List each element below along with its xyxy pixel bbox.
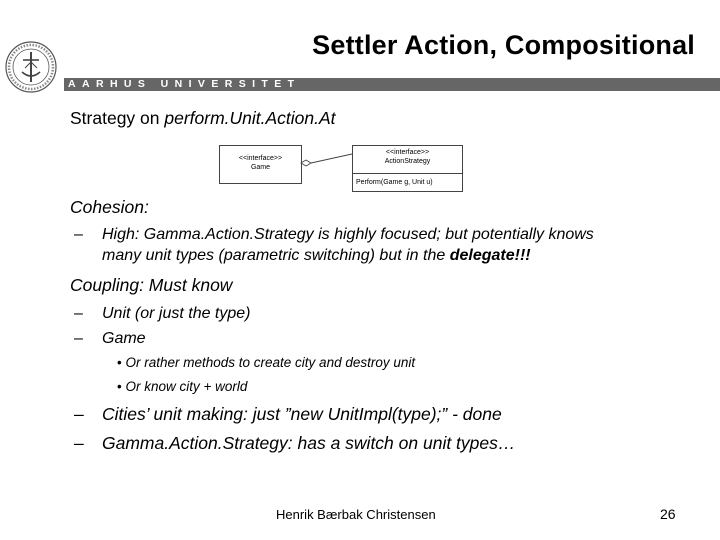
- cohesion-bullet-line-2: many unit types (parametric switching) but in the delegate!!!: [102, 247, 531, 264]
- strategy-line: [70, 108, 336, 129]
- cohesion-heading: Cohesion:: [70, 197, 149, 217]
- uml-game-stereotype: <<interface>>: [238, 155, 283, 162]
- coupling-subitem: • Or know city + world: [117, 379, 248, 394]
- coupling-subitem: • Or rather methods to create city and destroy unit: [117, 355, 416, 370]
- aarhus-university-seal-icon: [4, 40, 58, 94]
- closing-item: – Gamma.Action.Strategy: has a switch on unit types…: [74, 433, 516, 453]
- coupling-heading: Coupling: Must know: [70, 275, 233, 295]
- uml-association-line: [300, 150, 353, 170]
- uml-strategy-method: Perform(Game g, Unit u): [356, 179, 433, 186]
- strategy-line-prefix: Strategy on: [70, 108, 165, 128]
- footer-author: Henrik Bærbak Christensen: [276, 507, 436, 522]
- uml-strategy-stereotype: <<interface>>: [385, 149, 430, 156]
- university-name: AARHUS UNIVERSITET: [68, 78, 301, 90]
- uml-actionstrategy-interface: [352, 145, 463, 192]
- uml-strategy-name: ActionStrategy: [384, 158, 431, 165]
- cohesion-bullet-line-1: – High: Gamma.Action.Strategy is highly focused; but potentially knows: [74, 226, 594, 243]
- slide-title: Settler Action, Compositional: [312, 30, 695, 60]
- delegate-emphasis: delegate!!!: [449, 247, 531, 264]
- strategy-method-name: perform.Unit.Action.At: [164, 108, 336, 128]
- coupling-item: – Unit (or just the type): [74, 305, 251, 322]
- page-number: 26: [660, 506, 676, 522]
- uml-game-name: Game: [250, 164, 271, 171]
- uml-game-interface: [219, 145, 302, 184]
- closing-item: – Cities’ unit making: just ”new UnitImpl(type);” - done: [74, 404, 502, 424]
- coupling-item: – Game: [74, 330, 146, 347]
- uml-compartment-divider: [353, 173, 462, 174]
